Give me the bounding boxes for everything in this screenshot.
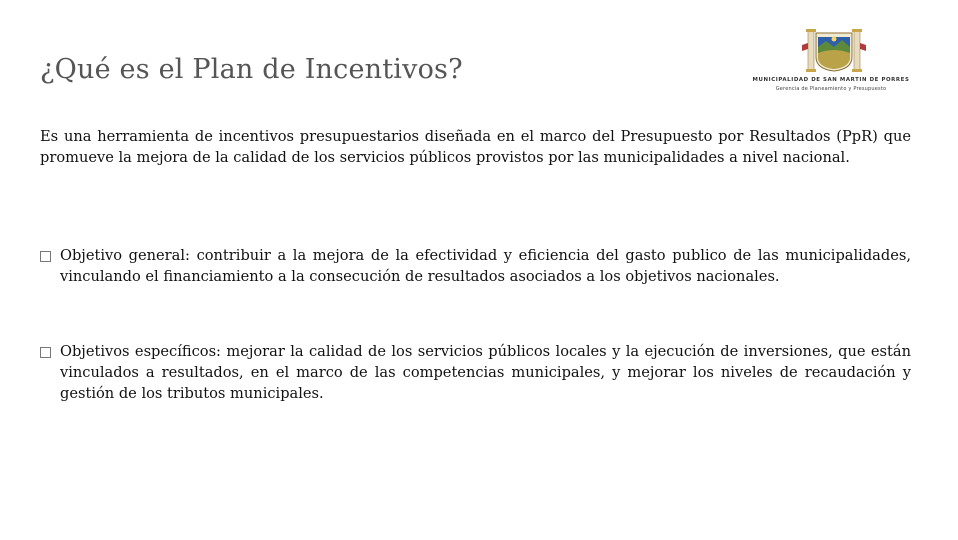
checkbox-bullet-icon (40, 251, 51, 262)
slide-title: ¿Qué es el Plan de Incentivos? (40, 54, 463, 86)
bullet-objective-general (40, 245, 911, 287)
logo-department-name: Gerencia de Planeamiento y Presupuesto (775, 86, 887, 92)
municipality-logo (752, 22, 922, 100)
bullet-objectives-specific (40, 341, 911, 404)
logo-municipality-name: MUNICIPALIDAD DE SAN MARTIN DE PORRES (752, 77, 910, 83)
municipal-emblem-icon (794, 25, 874, 73)
bullet-text: Objetivo general: contribuir a la mejora de la efectividad y eficiencia del gasto publico de las municipalidades, vinculando el financiamiento a la consecución de resultados asociados a los objetivos nacionales. (60, 247, 911, 285)
intro-paragraph: Es una herramienta de incentivos presupuestarios diseñada en el marco del Presupuesto por Resultados (PpR) que promueve la mejora de la calidad de los servicios públicos provistos por las municipalidades a nivel nacional. (40, 128, 911, 166)
bullet-text: Objetivos específicos: mejorar la calidad de los servicios públicos locales y la ejecución de inversiones, que están vinculados a resultados, en el marco de las competencias municipales, y mejorar los niveles de recaudación y gestión de los tributos municipales. (60, 343, 911, 402)
checkbox-bullet-icon (40, 347, 51, 358)
